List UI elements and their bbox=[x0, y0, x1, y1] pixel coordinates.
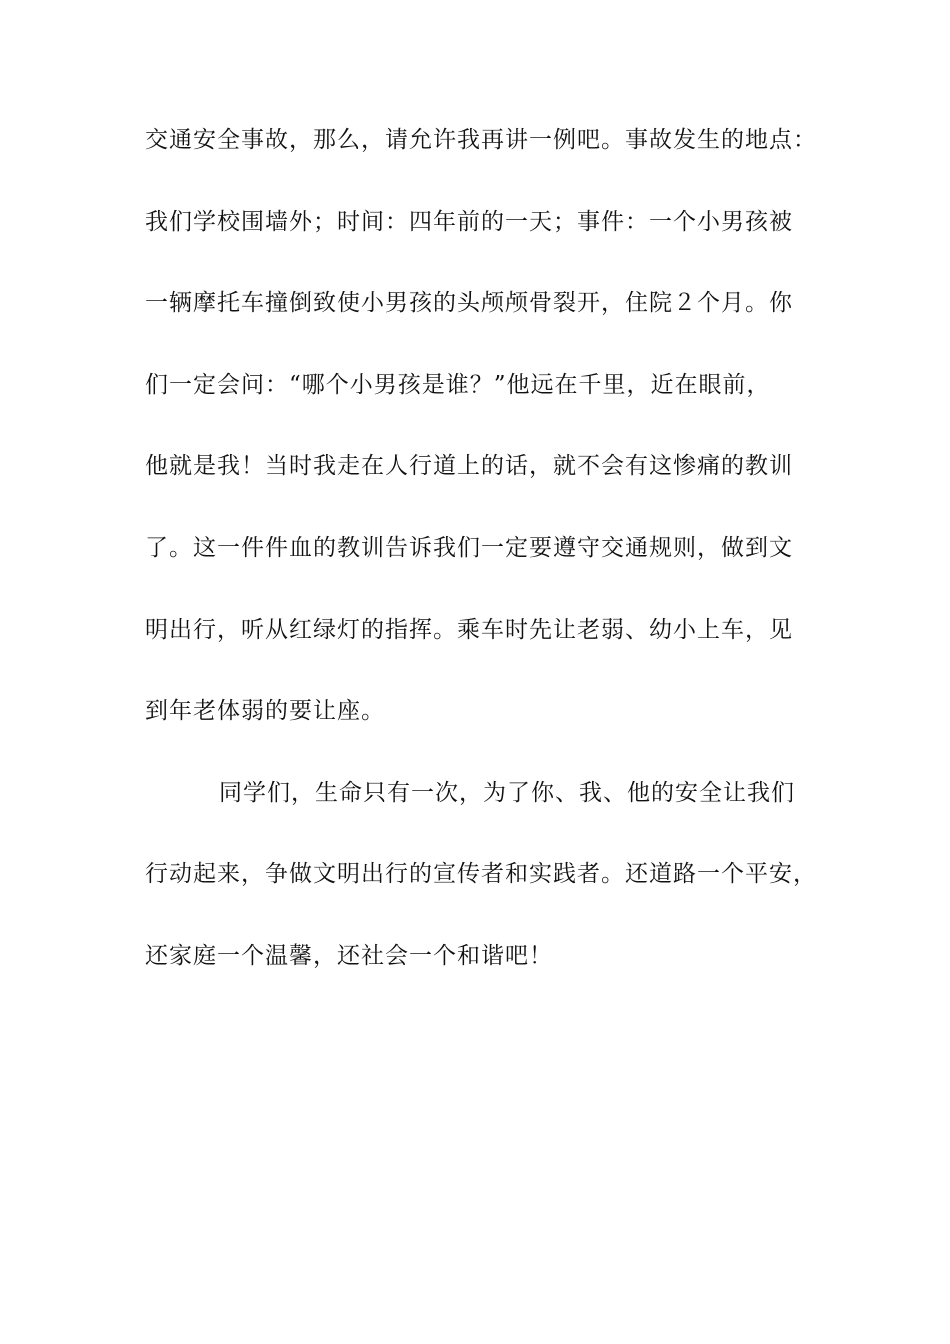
paragraph-2 bbox=[145, 778, 845, 971]
text-line: 了。这一件件血的教训告诉我们一定要遵守交通规则，做到文 bbox=[145, 534, 793, 561]
text-line: 行动起来，争做文明出行的宣传者和实践者。还道路一个平安， bbox=[145, 861, 817, 888]
text-line: 还家庭一个温馨，还社会一个和谐吧！ bbox=[145, 942, 553, 969]
text-line: 交通安全事故，那么，请允许我再讲一例吧。事故发生的地点： bbox=[145, 127, 817, 153]
document-body bbox=[145, 125, 845, 1023]
paragraph-1 bbox=[145, 125, 845, 726]
text-line: 到年老体弱的要让座。 bbox=[145, 698, 385, 725]
text-line: 一辆摩托车撞倒致使小男孩的头颅颅骨裂开，住院２个月。你 bbox=[145, 290, 793, 317]
text-line: 明出行，听从红绿灯的指挥。乘车时先让老弱、幼小上车，见 bbox=[145, 616, 793, 643]
text-line: 们一定会问：“哪个小男孩是谁？”他远在千里，近在眼前， bbox=[145, 371, 771, 398]
text-line: 他就是我！当时我走在人行道上的话，就不会有这惨痛的教训 bbox=[145, 453, 793, 480]
text-line: 我们学校围墙外；时间：四年前的一天；事件：一个小男孩被 bbox=[145, 208, 793, 235]
text-line: 同学们，生命只有一次，为了你、我、他的安全让我们 bbox=[219, 779, 795, 806]
